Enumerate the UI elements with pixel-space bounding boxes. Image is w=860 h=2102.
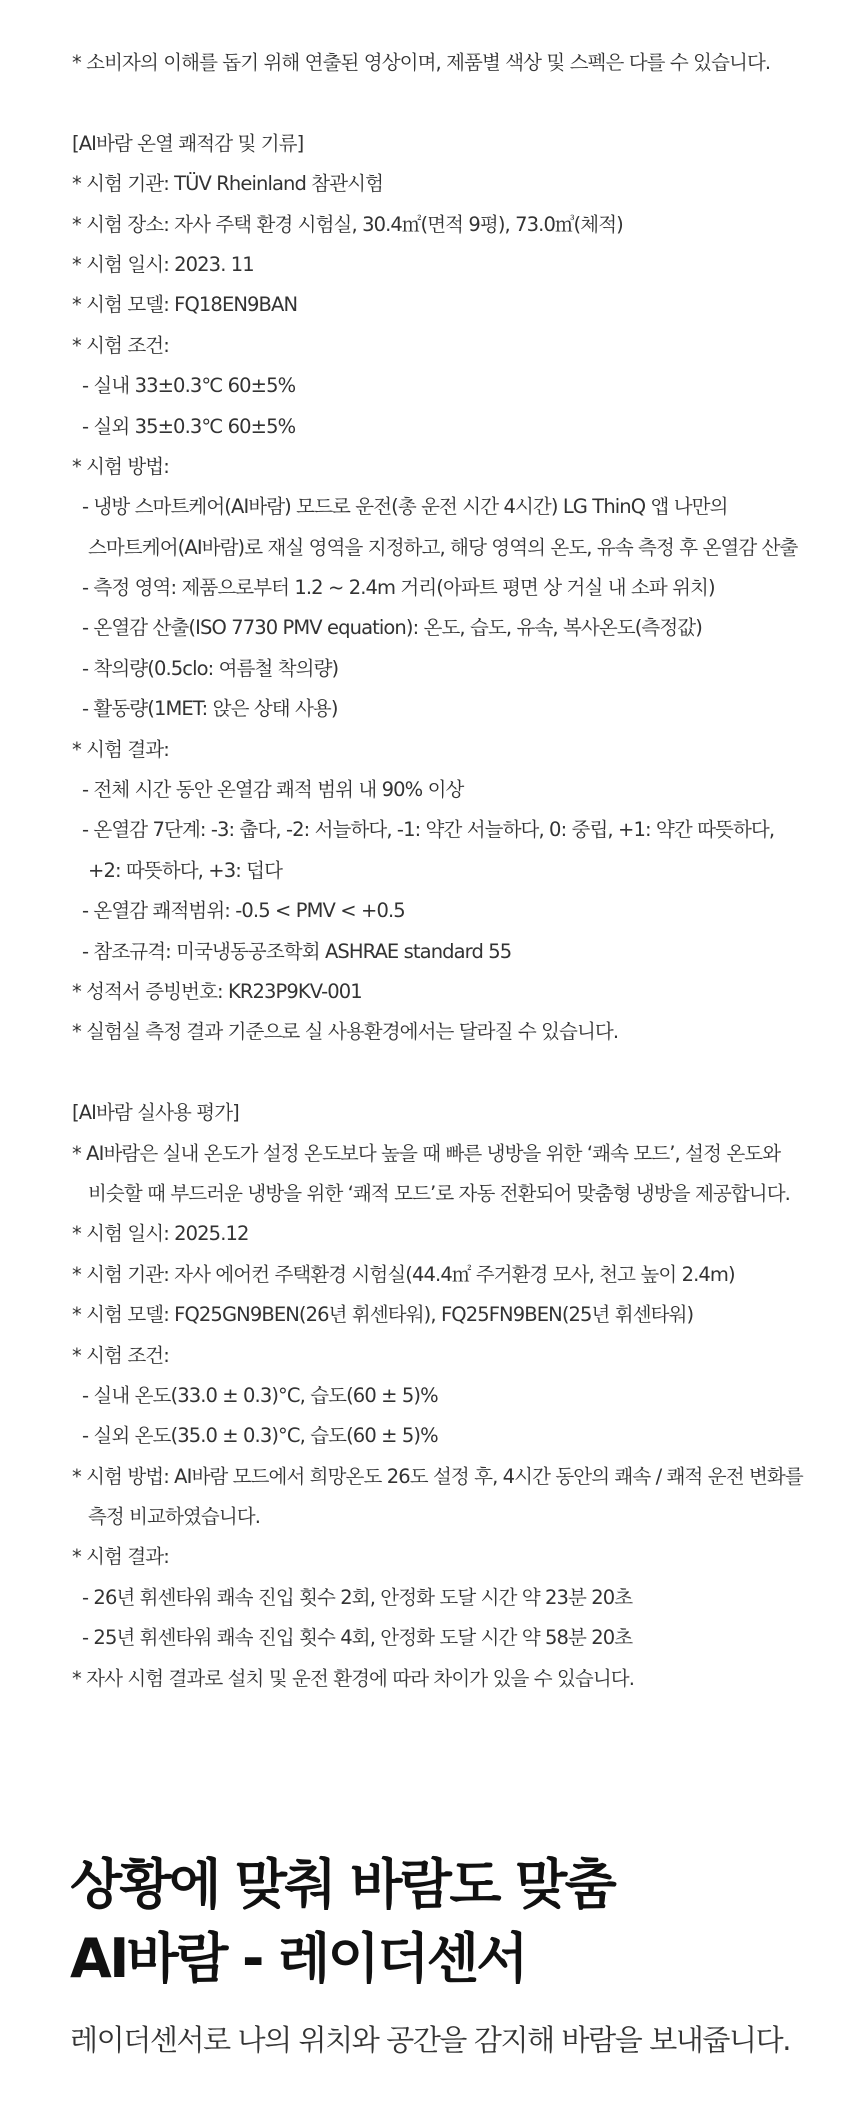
note-line: 비슷할 때 부드러운 냉방을 위한 ‘쾌적 모드’로 자동 전환되어 맞춤형 냉방을 제공합니다. (88, 1181, 790, 1205)
note-line: * 시험 방법: (72, 454, 169, 478)
hero-title (70, 1848, 840, 1996)
note-line: * 시험 모델: FQ25GN9BEN(26년 휘센타워), FQ25FN9BEN(25년 휘센타워) (72, 1303, 694, 1327)
note-line: * AI바람은 실내 온도가 설정 온도보다 높을 때 빠른 냉방을 위한 ‘쾌속 모드’, 설정 온도와 (72, 1141, 781, 1165)
note-line: * 시험 조건: (72, 1343, 169, 1367)
note-line: - 실내 33±0.3℃ 60±5% (82, 374, 296, 398)
note-line: - 실내 온도(33.0 ± 0.3)°C, 습도(60 ± 5)% (82, 1383, 438, 1407)
note-line: - 실외 온도(35.0 ± 0.3)°C, 습도(60 ± 5)% (82, 1424, 438, 1448)
note-line: - 실외 35±0.3℃ 60±5% (82, 414, 296, 438)
note-line: * 시험 결과: (72, 1545, 169, 1569)
note-line: * 시험 기관: TÜV Rheinland 참관시험 (72, 172, 384, 196)
note-line: * 시험 일시: 2023. 11 (72, 252, 254, 276)
note-line: * 시험 모델: FQ18EN9BAN (72, 293, 298, 317)
note-line: * 시험 기관: 자사 에어컨 주택환경 시험실(44.4㎡ 주거환경 모사, 천고 높이 2.4m) (72, 1262, 735, 1286)
note-line: - 온열감 7단계: -3: 춥다, -2: 서늘하다, -1: 약간 서늘하다, 0: 중립, +1: 약간 따뜻하다, (82, 818, 775, 842)
note-line: - 냉방 스마트케어(AI바람) 모드로 운전(총 운전 시간 4시간) LG ThinQ 앱 나만의 (82, 495, 728, 519)
note-line: - 활동량(1MET: 앉은 상태 사용) (82, 697, 338, 721)
note-line: * 시험 결과: (72, 737, 169, 761)
note-line: +2: 따뜻하다, +3: 덥다 (88, 858, 283, 882)
note-line: * 시험 일시: 2025.12 (72, 1222, 249, 1246)
note-line: - 26년 휘센타워 쾌속 진입 횟수 2회, 안정화 도달 시간 약 23분 20초 (82, 1585, 633, 1609)
spacer (72, 83, 832, 123)
note-line: - 전체 시간 동안 온열감 쾌적 범위 내 90% 이상 (82, 778, 464, 802)
note-line: - 착의량(0.5clo: 여름철 착의량) (82, 656, 339, 680)
intro-note: * 소비자의 이해를 돕기 위해 연출된 영상이며, 제품별 색상 및 스펙은 다를 수 있습니다. (72, 51, 771, 74)
note-line: - 측정 영역: 제품으로부터 1.2 ~ 2.4m 거리(아파트 평면 상 거실 내 소파 위치) (82, 576, 715, 600)
note-line: * 시험 방법: AI바람 모드에서 희망온도 26도 설정 후, 4시간 동안의 쾌속 / 쾌적 운전 변화를 (72, 1464, 803, 1488)
note-line: - 25년 휘센타워 쾌속 진입 횟수 4회, 안정화 도달 시간 약 58분 20초 (82, 1626, 633, 1650)
note-line: 스마트케어(AI바람)로 재실 영역을 지정하고, 해당 영역의 온도, 유속 측정 후 온열감 산출 (88, 535, 798, 559)
note-line: - 온열감 산출(ISO 7730 PMV equation): 온도, 습도, 유속, 복사온도(측정값) (82, 616, 702, 640)
hero-description: 레이더센서로 나의 위치와 공간을 감지해 바람을 보내줍니다. (70, 2023, 791, 2057)
note-line: * 시험 장소: 자사 주택 환경 시험실, 30.4㎡(면적 9평), 73.0㎥(체적) (72, 212, 623, 236)
note-line: - 온열감 쾌적범위: -0.5 < PMV < +0.5 (82, 899, 405, 923)
section1-heading: [AI바람 온열 쾌적감 및 기류] (72, 131, 304, 155)
spacer (72, 1053, 832, 1093)
note-line: * 자사 시험 결과로 설치 및 운전 환경에 따라 차이가 있을 수 있습니다. (72, 1666, 635, 1690)
section2-heading: [AI바람 실사용 평가] (72, 1101, 239, 1125)
hero-title-line2: AI바람 - 레이더센서 (70, 1927, 526, 1990)
feature-hero (70, 1848, 840, 2060)
note-line: * 실험실 측정 결과 기준으로 실 사용환경에서는 달라질 수 있습니다. (72, 1020, 619, 1044)
note-line: - 참조규격: 미국냉동공조학회 ASHRAE standard 55 (82, 939, 512, 963)
note-line: * 시험 조건: (72, 333, 169, 357)
hero-title-line1: 상황에 맞춰 바람도 맞춤 (70, 1853, 615, 1916)
note-line: * 성적서 증빙번호: KR23P9KV-001 (72, 979, 362, 1003)
note-line: 측정 비교하였습니다. (88, 1505, 261, 1529)
disclaimer-notes (72, 43, 832, 1699)
